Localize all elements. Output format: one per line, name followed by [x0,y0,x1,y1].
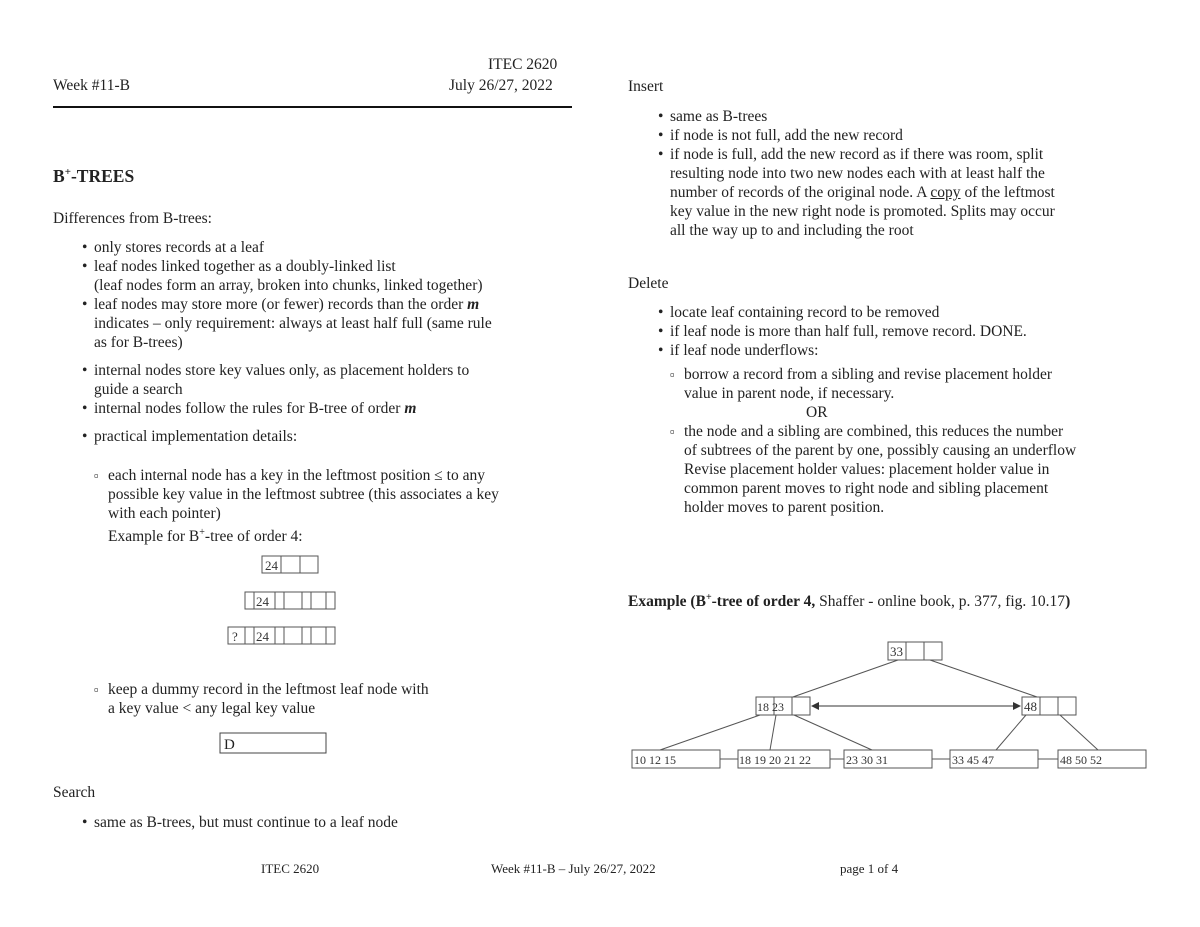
list-item: • if leaf node is more than half full, remove record. DONE. [654,322,1174,341]
leaf-keys: 33 45 47 [952,753,994,767]
list-item: • internal nodes store key values only, as placement holders to guide a search [78,361,578,399]
page-title: B+-TREES [53,165,135,186]
header-week: Week #11-B [53,77,130,94]
insert-list [654,107,1174,240]
list-item: • leaf nodes linked together as a doubly-linked list (leaf nodes form an array, broken into chunks, linked together) [78,257,578,295]
underflow-sublist [668,365,1178,517]
delete-heading: Delete [628,275,669,292]
example-caption: Example (B+-tree of order 4, Shaffer - online book, p. 377, fig. 10.17) [628,592,1071,611]
list-item: • practical implementation details: [78,427,578,446]
list-item: • only stores records at a leaf [78,238,578,257]
insert-heading: Insert [628,78,664,95]
tree-root-node [888,642,942,660]
list-item: • if node is not full, add the new record [654,126,1174,145]
leaf-keys: 10 12 15 [634,753,676,767]
list-item: ▫ each internal node has a key in the leftmost position ≤ to any possible key value in the leftmost subtree (this associates a key with each pointer) Example for B+-tree of order 4: [92,466,582,546]
list-item: ▫ keep a dummy record in the leftmost leaf node with a key value < any legal key value [92,680,582,718]
node-diagram-2 [245,592,335,609]
differences-heading: Differences from B-trees: [53,210,212,227]
footer-week: Week #11-B – July 26/27, 2022 [491,861,656,876]
list-item: • locate leaf containing record to be removed [654,303,1174,322]
tree-left-internal-node [756,697,810,715]
list-item: • if node is full, add the new record as if there was room, split resulting node into two new nodes each with at least half the number of records of the original node. A copy of the leftmost key value in the new right node is promoted. Splits may occur all the way up to and including the root [654,145,1174,240]
list-item: • if leaf node underflows: [654,341,1174,360]
leaf-keys: 48 50 52 [1060,753,1102,767]
node-key: ? [232,629,238,644]
list-item: ▫ the node and a sibling are combined, this reduces the number of subtrees of the parent by one, possibly causing an underflow Revise placement holder values: placement holder value in common parent moves to right node and sibling placement holder moves to parent position. [668,422,1178,517]
node-key: 24 [265,558,278,573]
header-course: ITEC 2620 [488,56,558,73]
leaf-keys: 18 19 20 21 22 [739,753,811,767]
footer-course: ITEC 2620 [261,861,320,876]
list-item: • leaf nodes may store more (or fewer) records than the order m indicates – only requirement: always at least half full (same rule as for B-trees) [78,295,578,352]
leaf-keys: 23 30 31 [846,753,888,767]
node-diagram-3 [228,627,335,644]
list-item: • same as B-trees [654,107,1174,126]
list-item: • internal nodes follow the rules for B-tree of order m [78,399,578,418]
tree-leaf-2 [738,750,830,768]
example-label: Example for B+-tree of order 4: [108,527,303,546]
dummy-key: D [224,737,235,753]
node-key: 24 [256,629,269,644]
delete-list [654,303,1174,360]
search-heading: Search [53,784,96,801]
node-key: 24 [256,594,269,609]
node-key: 33 [890,644,903,659]
node-key: 18 23 [757,700,784,714]
search-list [78,813,578,832]
node-key: 48 [1024,699,1037,714]
list-item: ▫ borrow a record from a sibling and revise placement holder value in parent node, if necessary. OR [668,365,1178,422]
list-item: • same as B-trees, but must continue to a leaf node [78,813,578,832]
dummy-sublist [92,680,582,718]
tree-leaf-5 [1058,750,1146,768]
footer-page: page 1 of 4 [840,861,899,876]
bplus-tree-figure [600,620,1160,780]
tree-leaf-3 [844,750,932,768]
dummy-leaf-diagram [220,733,326,753]
tree-leaf-1 [632,750,720,768]
tree-leaf-4 [950,750,1038,768]
header-date: July 26/27, 2022 [449,77,553,94]
node-diagram-1 [262,556,318,573]
or-label: OR [806,404,828,421]
tree-right-internal-node [1022,697,1076,715]
